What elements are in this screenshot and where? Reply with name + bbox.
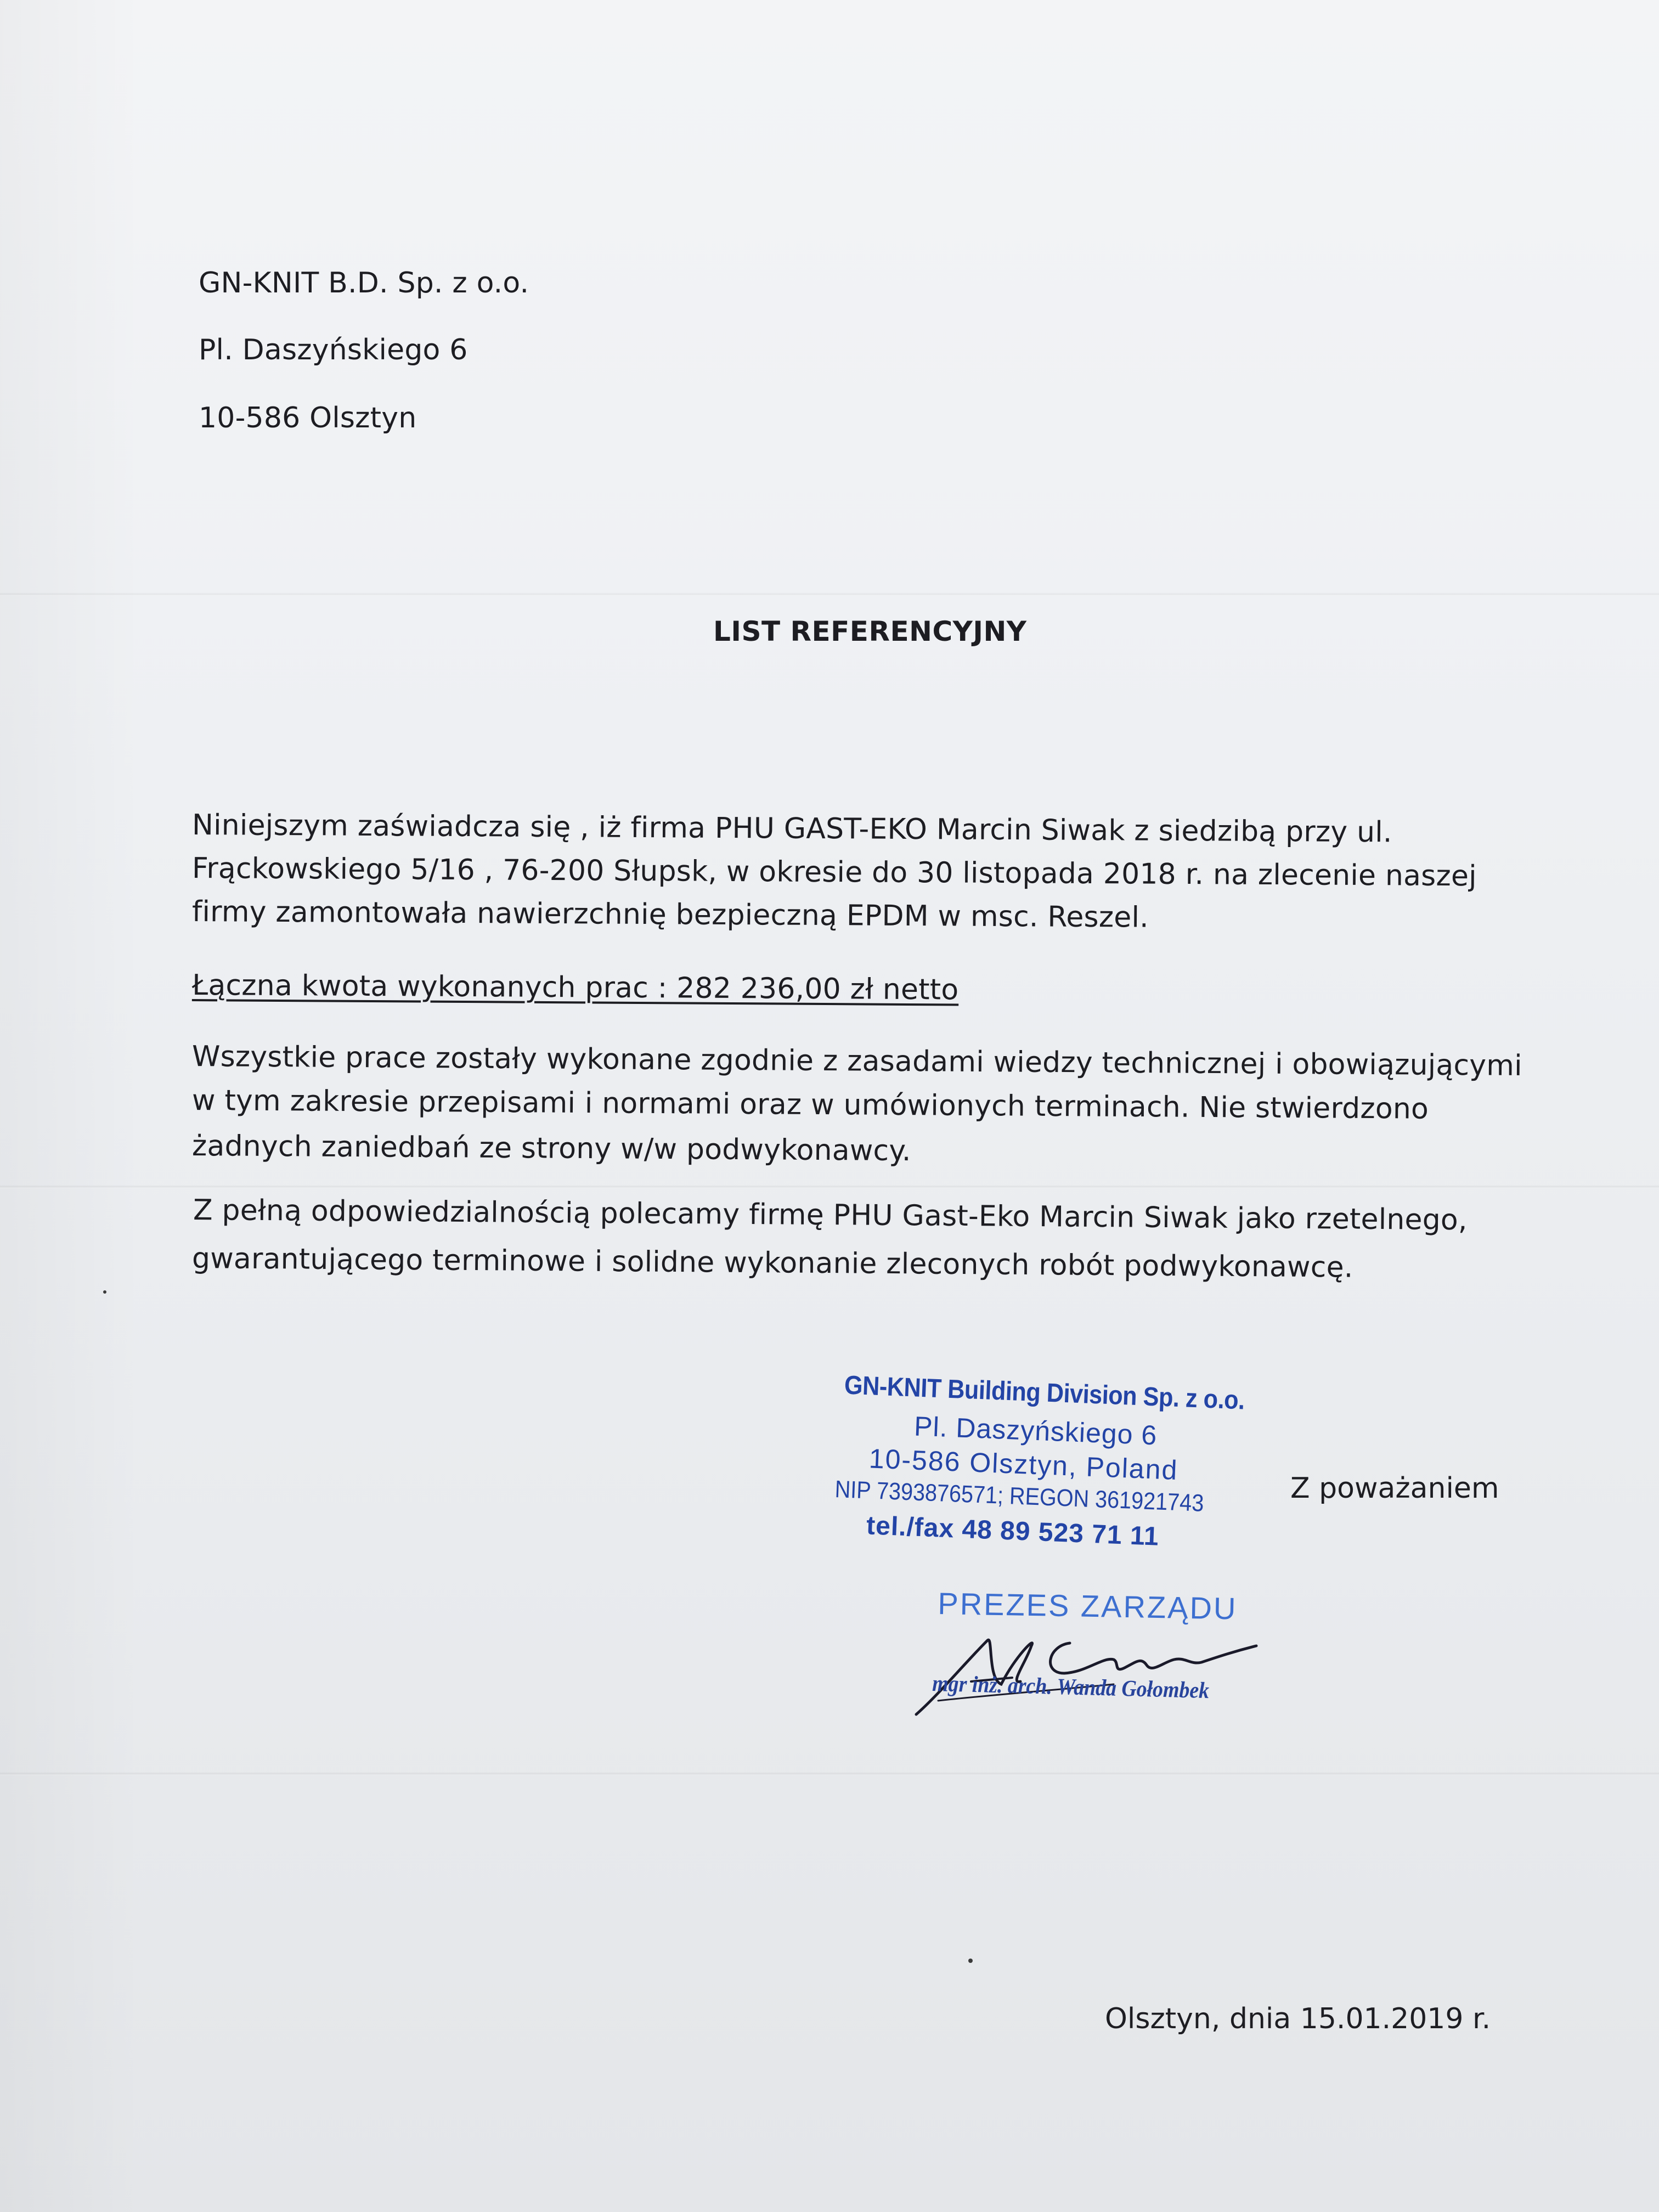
paragraph2-line1: Wszystkie prace zostały wykonane zgodnie z zasadami wiedzy technicznej i obowiązującymi bbox=[191, 1040, 1522, 1082]
handwritten-signature bbox=[905, 1613, 1289, 1723]
letter-date: Olsztyn, dnia 15.01.2019 r. bbox=[1105, 2002, 1491, 2035]
paragraph1-line3: firmy zamontowała nawierzchnię bezpieczną EPDM w msc. Reszel. bbox=[191, 895, 1149, 934]
paragraph2-line2: w tym zakresie przepisami i normami oraz w umówionych terminach. Nie stwierdzono bbox=[191, 1084, 1429, 1126]
stamp-street: Pl. Daszyńskiego 6 bbox=[913, 1410, 1158, 1451]
paragraph1-line1: Niniejszym zaświadcza się , iż firma PHU GAST-EKO Marcin Siwak z siedzibą przy ul. bbox=[191, 809, 1392, 849]
paragraph1-line2: Frąckowskiego 5/16 , 76-200 Słupsk, w okresie do 30 listopada 2018 r. na zlecenie naszej bbox=[191, 852, 1477, 893]
paragraph3-line2: gwarantującego terminowe i solidne wykonanie zleconych robót podwykonawcę. bbox=[191, 1242, 1353, 1284]
president-stamp-role: PREZES ZARZĄDU bbox=[937, 1585, 1238, 1626]
address-city: 10-586 Olsztyn bbox=[199, 402, 417, 435]
company-stamp bbox=[816, 1372, 1283, 1570]
paper-fold bbox=[0, 592, 1659, 596]
total-amount-line: Łączna kwota wykonanych prac : 282 236,00 zł netto bbox=[191, 969, 959, 1007]
paper-fold bbox=[0, 1772, 1659, 1775]
stamp-company-name: GN-KNIT Building Division Sp. z o.o. bbox=[844, 1370, 1245, 1415]
closing-phrase: Z poważaniem bbox=[1290, 1472, 1499, 1505]
paper-shadow bbox=[0, 0, 143, 2212]
paper-speck bbox=[968, 1959, 973, 1963]
letter-title: LIST REFERENCYJNY bbox=[713, 616, 1027, 647]
address-street: Pl. Daszyńskiego 6 bbox=[199, 334, 468, 366]
paper-fold bbox=[0, 1185, 1659, 1188]
paragraph3-line1: Z pełną odpowiedzialnością polecamy firmę PHU Gast-Eko Marcin Siwak jako rzetelnego, bbox=[193, 1194, 1468, 1237]
address-company: GN-KNIT B.D. Sp. z o.o. bbox=[199, 267, 529, 300]
president-stamp-name: mgr inż. arch. Wanda Gołombek bbox=[932, 1671, 1210, 1704]
stamp-phone: tel./fax 48 89 523 71 11 bbox=[866, 1511, 1160, 1551]
stamp-tax-ids: NIP 7393876571; REGON 361921743 bbox=[834, 1476, 1205, 1517]
paragraph2-line3: żadnych zaniedbań ze strony w/w podwykonawcy. bbox=[191, 1130, 911, 1168]
stamp-city: 10-586 Olsztyn, Poland bbox=[868, 1443, 1179, 1486]
paper-speck bbox=[103, 1290, 106, 1294]
